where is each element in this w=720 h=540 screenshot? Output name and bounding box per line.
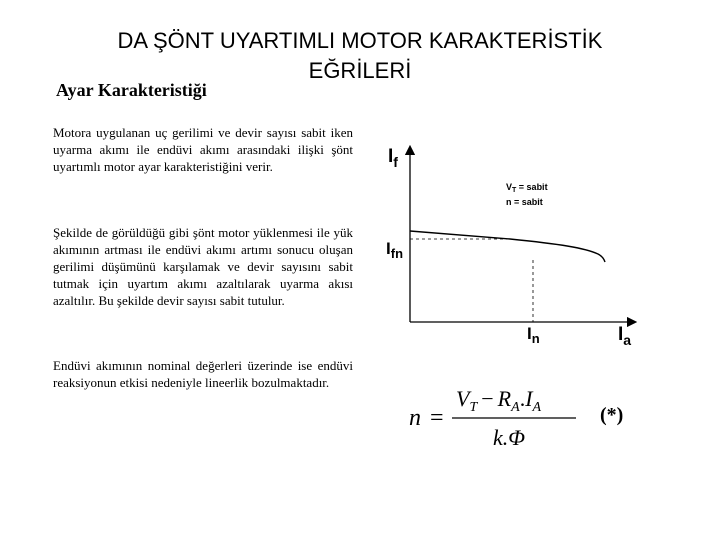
title-line-1: DA ŞÖNT UYARTIMLI MOTOR KARAKTERİSTİK <box>117 28 603 53</box>
formula-denominator: k.Φ <box>493 425 526 450</box>
formula-equals: = <box>430 405 444 431</box>
legend-speed: n = sabit <box>506 197 543 207</box>
paragraph-armature-reaction: Endüvi akımının nominal değerleri üzerinde ise endüvi reaksiyonun etkisi nedeniyle lineerlik bozulmaktadır. <box>53 358 353 390</box>
ifn-label: $I_{fn}$ <box>386 239 404 261</box>
paragraph-explanation: Şekilde de görüldüğü gibi şönt motor yüklenmesi ile yük akımının artması ile endüvi akımı artımı sonucu oluşan gerilimi düşümünü karşılamak ve devir sayısını sabit tutmak için uyartım akımı azaltılarak uyarma akısı azaltılır. Bu şekilde devir sayısı sabit tutulur. <box>53 225 353 308</box>
title-line-2: EĞRİLERİ <box>308 58 412 83</box>
in-label: $I_n$ <box>527 324 540 346</box>
formula-lhs: n <box>409 405 421 431</box>
legend-voltage: $V_T$ = sabit <box>506 182 548 194</box>
paragraph-definition: Motora uygulanan uç gerilimi ve devir sayısı sabit iken uyarma akımı ile endüvi akımı arasındaki ilişki şönt uyartımlı motor ayar karakteristiğini verir. <box>53 125 353 174</box>
formula-numerator: $V_T - R_A.I_A$ <box>456 386 542 415</box>
section-subtitle: Ayar Karakteristiği <box>56 80 207 100</box>
characteristic-curve <box>410 231 605 262</box>
x-axis-label: $I_a$ <box>618 324 632 348</box>
speed-formula <box>409 386 623 450</box>
formula-tag: (*) <box>600 404 624 426</box>
y-axis-label: $I_f$ <box>388 146 398 170</box>
